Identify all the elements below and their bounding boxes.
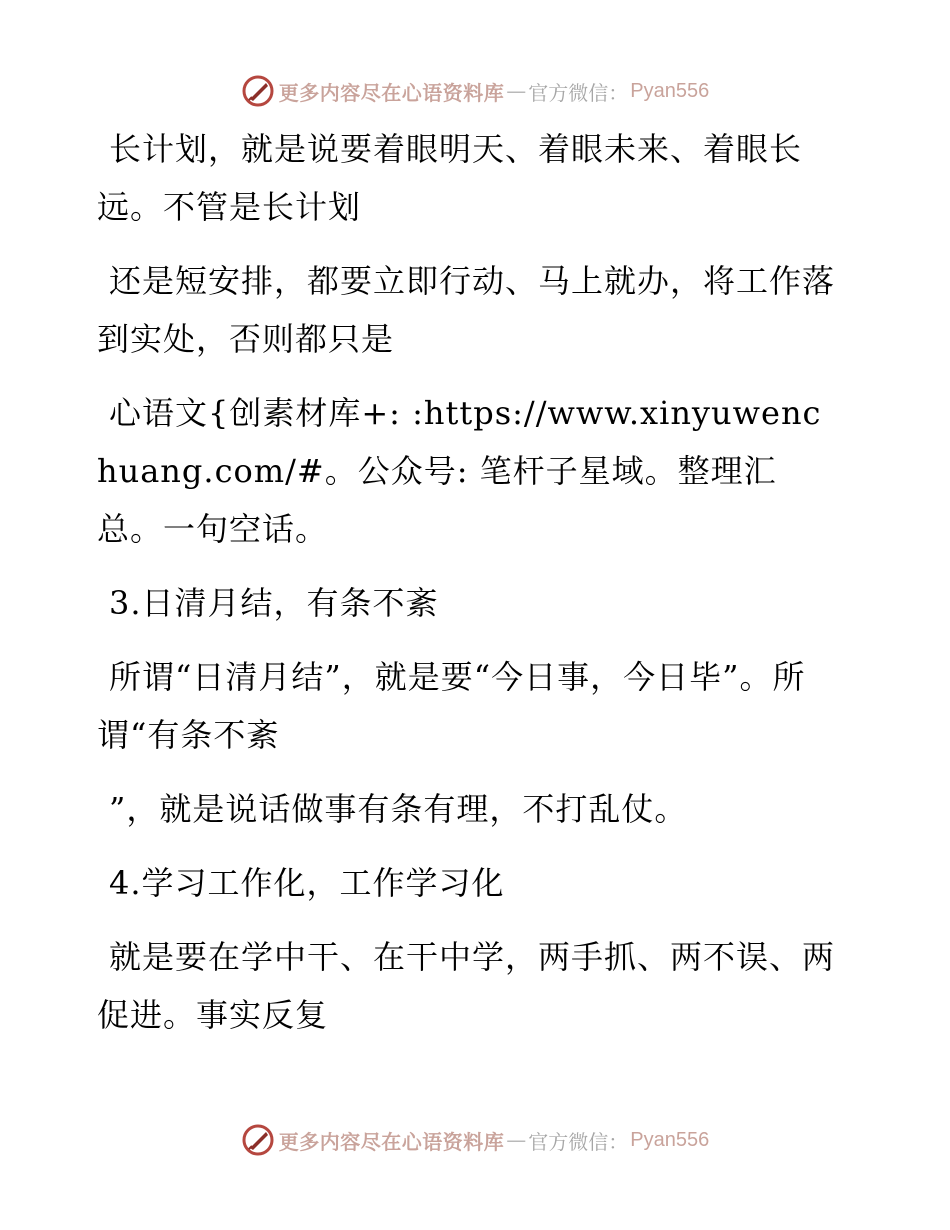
banner-dash: —	[506, 1128, 527, 1152]
header-watermark-banner	[0, 71, 950, 111]
document-body	[97, 120, 837, 1060]
paragraph-3: 心语文{创素材库+: :https://www.xinyuwenchuang.com/#。公众号: 笔杆子星域。整理汇总。一句空话。	[97, 394, 822, 548]
quill-seal-icon	[241, 74, 275, 108]
heading-3: 3.日清月结，有条不紊	[109, 584, 439, 622]
banner-wechat-id: Pyan556	[630, 1128, 710, 1151]
paragraph-4: 所谓“日清月结”，就是要“今日事，今日毕”。所谓“有条不紊	[97, 658, 806, 754]
footer-watermark-banner	[0, 1120, 950, 1160]
banner-main-text: 更多内容尽在心语资料库	[278, 1129, 505, 1154]
banner-wechat-id: Pyan556	[630, 79, 710, 102]
banner-main-text: 更多内容尽在心语资料库	[278, 80, 505, 105]
paragraph-5: ”，就是说话做事有条有理，不打乱仗。	[109, 790, 688, 828]
paragraph-6: 就是要在学中干、在干中学，两手抓、两不误、两促进。事实反复	[97, 938, 836, 1034]
banner-wechat-label: 官方微信：	[528, 80, 629, 105]
paragraph-2: 还是短安排，都要立即行动、马上就办，将工作落到实处，否则都只是	[97, 262, 836, 358]
paragraph-1: 长计划，就是说要着眼明天、着眼未来、着眼长远。不管是长计划	[97, 130, 803, 226]
banner-wechat-label: 官方微信：	[528, 1129, 629, 1154]
banner-dash: —	[506, 79, 527, 103]
quill-seal-icon	[241, 1123, 275, 1157]
heading-4: 4.学习工作化，工作学习化	[109, 864, 505, 902]
